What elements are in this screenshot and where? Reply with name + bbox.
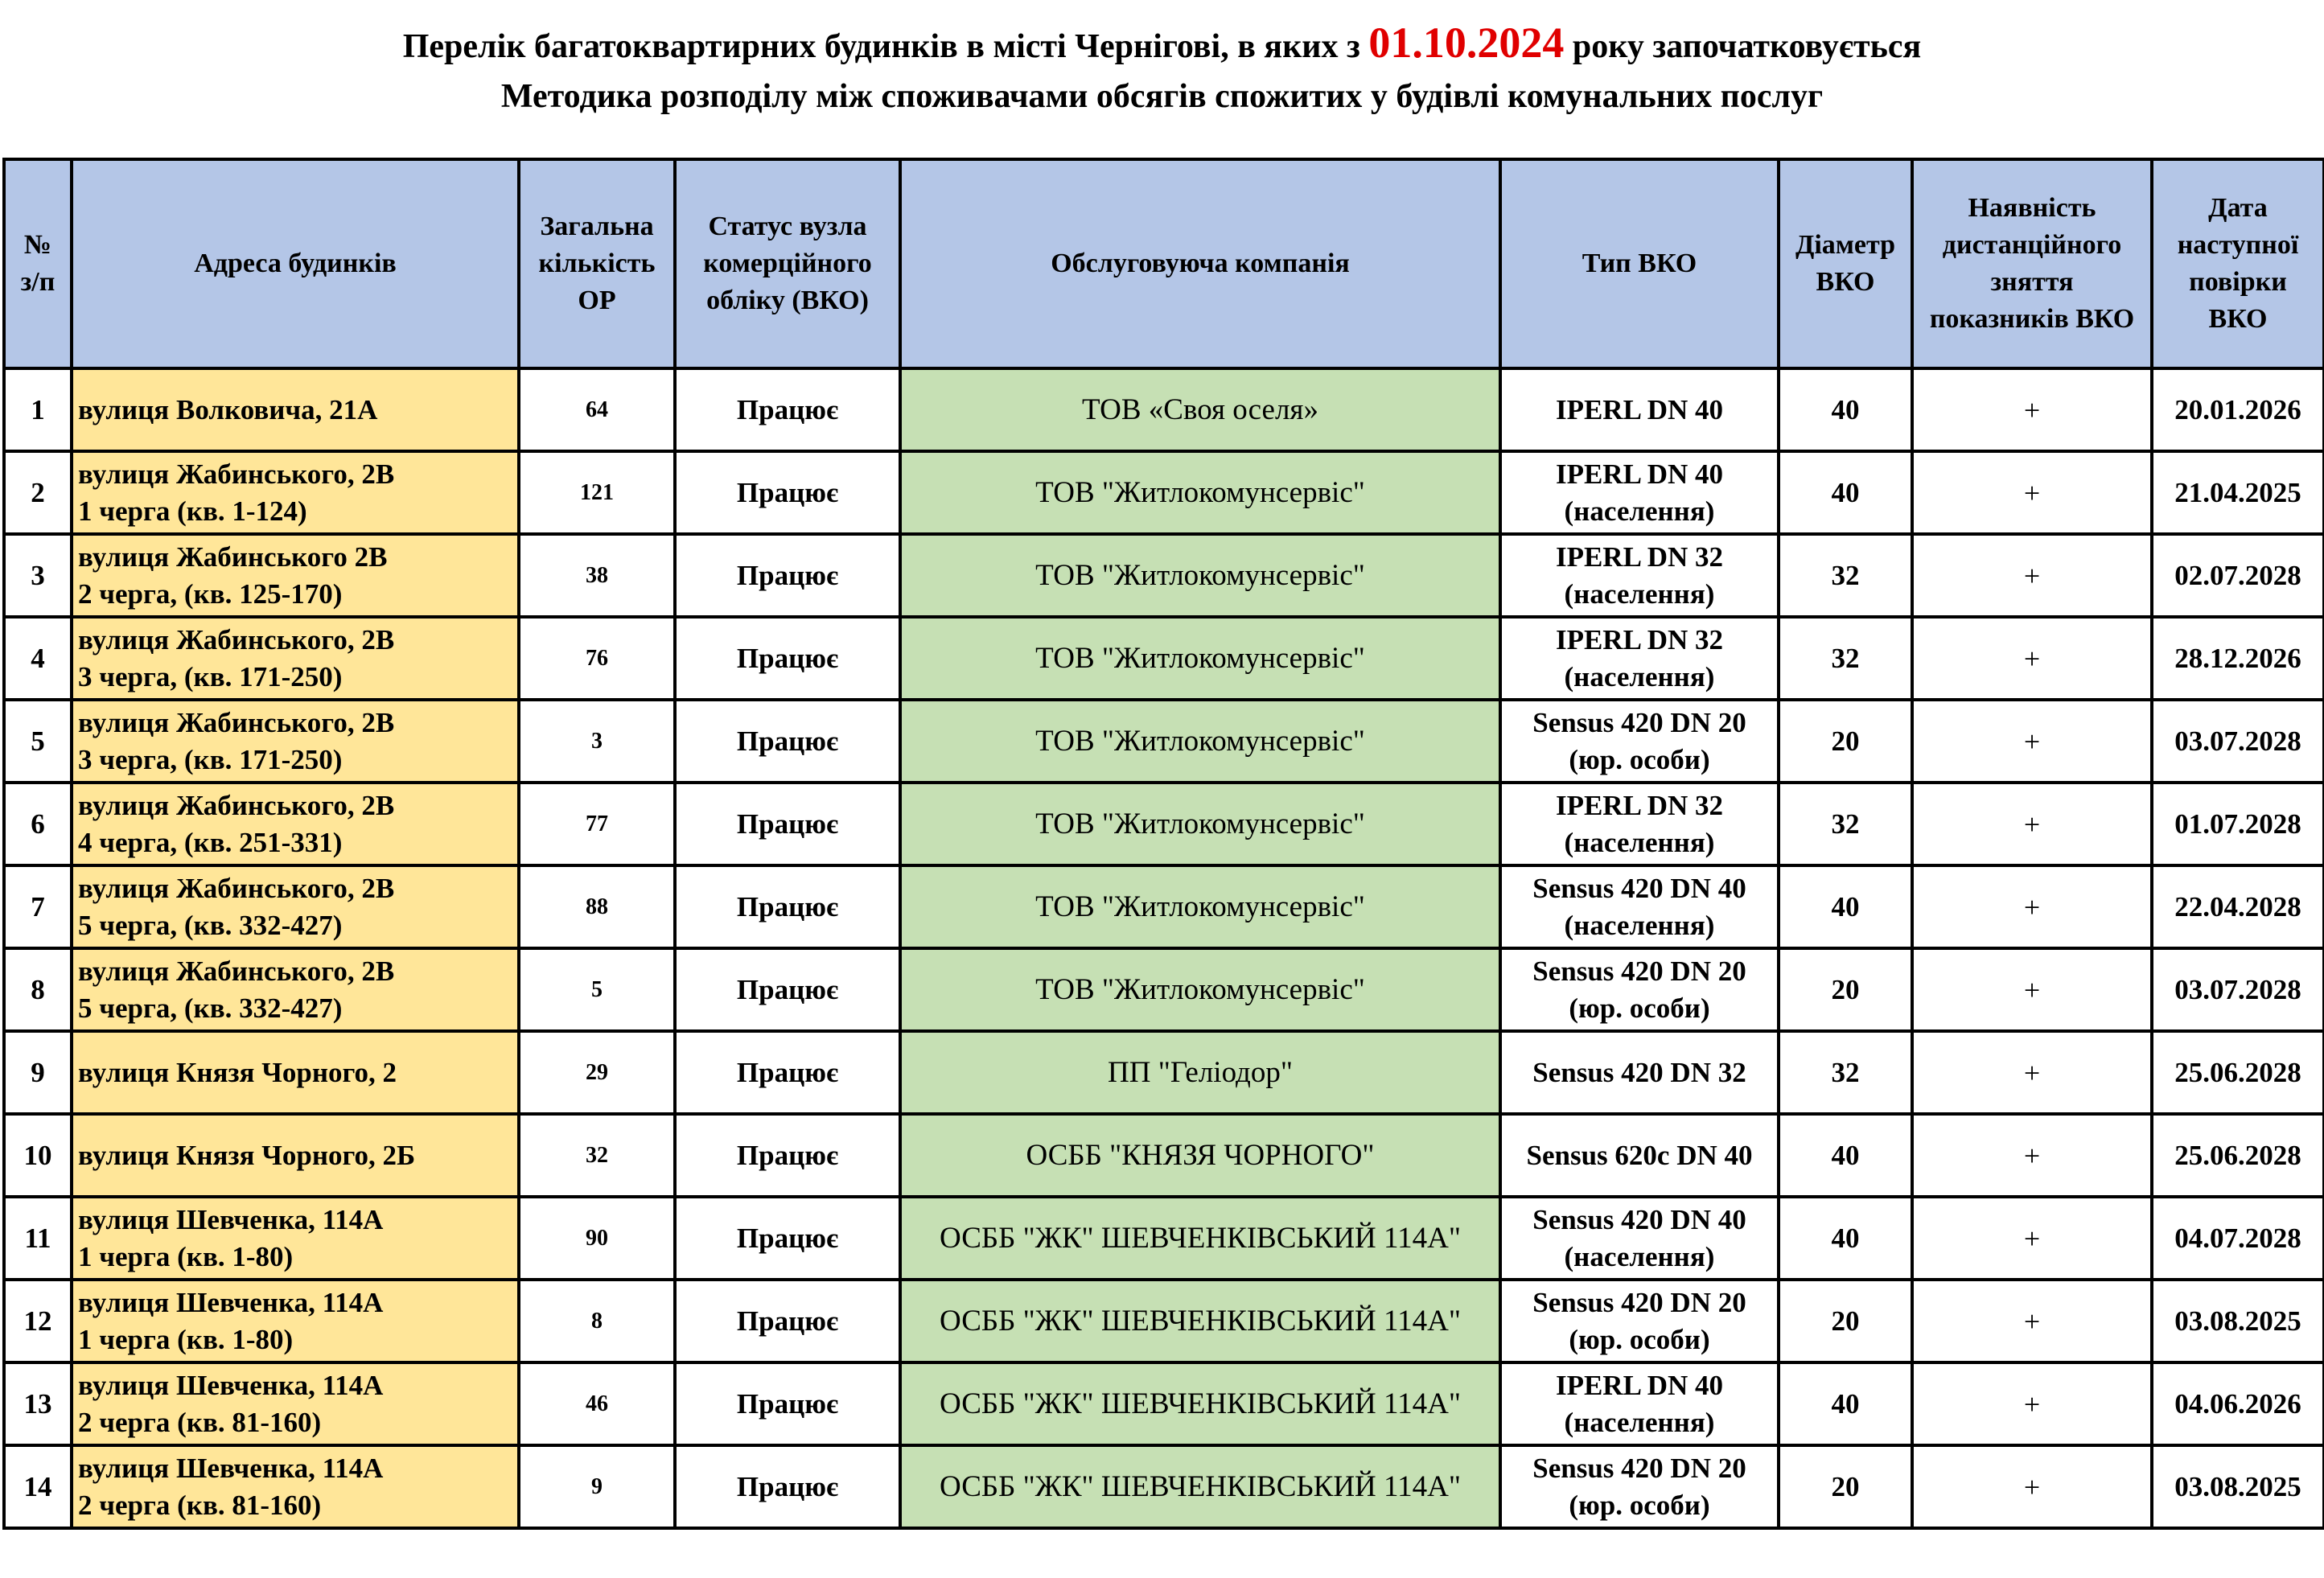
header-address-line: Адреса будинків [194, 249, 397, 278]
apartment-count: 46 [519, 1362, 675, 1445]
service-company: ТОВ «Своя оселя» [900, 368, 1500, 451]
header-num-line: № [23, 230, 52, 260]
address-line: вулиця Волковича, 21А [78, 393, 378, 425]
meter-type-line: (населення) [1564, 495, 1715, 527]
buildings-table [2, 158, 2324, 1530]
meter-type-cell [1500, 1114, 1779, 1197]
header-diameter-line: ВКО [1816, 267, 1875, 297]
service-company: ТОВ "Житлокомунсервіс" [900, 783, 1500, 865]
remote-reading-flag: + [1912, 1362, 2152, 1445]
address-line: вулиця Шевченка, 114А [78, 1452, 384, 1484]
meter-status: Працює [675, 1114, 900, 1197]
header-diameter [1779, 159, 1912, 368]
apartment-count: 90 [519, 1197, 675, 1280]
next-verification-date: 20.01.2026 [2152, 368, 2324, 451]
header-diameter-line: Діаметр [1795, 230, 1896, 260]
header-num-line: з/п [20, 267, 56, 297]
table-row [4, 1362, 2324, 1445]
meter-status: Працює [675, 700, 900, 783]
row-number: 14 [4, 1445, 72, 1528]
next-verification-date: 03.08.2025 [2152, 1445, 2324, 1528]
header-remote-line: зняття [1990, 267, 2074, 297]
meter-diameter: 40 [1779, 1114, 1912, 1197]
header-verify-line: повірки [2189, 267, 2287, 297]
meter-type-line: Sensus 620c DN 40 [1526, 1139, 1753, 1171]
address-line: вулиця Шевченка, 114А [78, 1203, 384, 1235]
meter-type-cell [1500, 451, 1779, 534]
row-number: 6 [4, 783, 72, 865]
table-row [4, 1280, 2324, 1362]
service-company: ТОВ "Житлокомунсервіс" [900, 617, 1500, 700]
row-number: 11 [4, 1197, 72, 1280]
service-company: ТОВ "Житлокомунсервіс" [900, 865, 1500, 948]
address-line: 1 черга (кв. 1-80) [78, 1240, 294, 1272]
meter-diameter: 40 [1779, 451, 1912, 534]
meter-status: Працює [675, 865, 900, 948]
service-company: ОСББ "ЖК" ШЕВЧЕНКІВСЬКИЙ 114А" [900, 1362, 1500, 1445]
service-company: ТОВ "Житлокомунсервіс" [900, 451, 1500, 534]
header-num [4, 159, 72, 368]
row-number: 5 [4, 700, 72, 783]
header-meter-type [1500, 159, 1779, 368]
next-verification-date: 28.12.2026 [2152, 617, 2324, 700]
meter-type-cell [1500, 1362, 1779, 1445]
header-status-line: Статус вузла [708, 212, 867, 241]
next-verification-date: 01.07.2028 [2152, 783, 2324, 865]
address-line: 2 черга (кв. 81-160) [78, 1489, 322, 1521]
header-count-line: ОР [578, 286, 616, 315]
meter-type-line: IPERL DN 40 [1555, 1369, 1724, 1401]
apartment-count: 9 [519, 1445, 675, 1528]
meter-type-line: (юр. особи) [1569, 1489, 1710, 1521]
header-verify-line: Дата [2208, 193, 2268, 223]
meter-type-cell [1500, 1197, 1779, 1280]
table-row [4, 783, 2324, 865]
meter-status: Працює [675, 783, 900, 865]
remote-reading-flag: + [1912, 1280, 2152, 1362]
header-meter-type-line: Тип ВКО [1582, 249, 1697, 278]
row-number: 8 [4, 948, 72, 1031]
meter-status: Працює [675, 368, 900, 451]
address-line: 3 черга, (кв. 171-250) [78, 660, 343, 692]
address-line: вулиця Жабинського 2В [78, 540, 388, 573]
address-line: вулиця Жабинського, 2В [78, 955, 395, 987]
meter-type-line: Sensus 420 DN 20 [1532, 1286, 1746, 1318]
header-remote [1912, 159, 2152, 368]
remote-reading-flag: + [1912, 1031, 2152, 1114]
meter-type-line: IPERL DN 32 [1555, 789, 1724, 821]
apartment-count: 76 [519, 617, 675, 700]
table-row [4, 1114, 2324, 1197]
meter-diameter: 20 [1779, 1445, 1912, 1528]
table-row [4, 948, 2324, 1031]
table-row [4, 1197, 2324, 1280]
service-company: ТОВ "Житлокомунсервіс" [900, 534, 1500, 617]
address-line: вулиця Жабинського, 2В [78, 458, 395, 490]
header-remote-line: показників ВКО [1929, 304, 2135, 334]
meter-status: Працює [675, 1280, 900, 1362]
address-cell [72, 783, 519, 865]
next-verification-date: 04.06.2026 [2152, 1362, 2324, 1445]
meter-type-cell [1500, 534, 1779, 617]
header-company-line: Обслуговуюча компанія [1051, 249, 1350, 278]
remote-reading-flag: + [1912, 1114, 2152, 1197]
address-line: вулиця Шевченка, 114А [78, 1286, 384, 1318]
table-row [4, 865, 2324, 948]
meter-status: Працює [675, 1445, 900, 1528]
address-line: 1 черга (кв. 1-80) [78, 1323, 294, 1355]
header-status-line: обліку (ВКО) [706, 286, 869, 315]
apartment-count: 32 [519, 1114, 675, 1197]
title-line-2: Методика розподілу між споживачами обсягів спожитих у будівлі комунальних послуг [500, 78, 1824, 115]
meter-status: Працює [675, 948, 900, 1031]
table-row [4, 1445, 2324, 1528]
table-row [4, 451, 2324, 534]
page-title [0, 18, 2324, 121]
next-verification-date: 25.06.2028 [2152, 1031, 2324, 1114]
apartment-count: 88 [519, 865, 675, 948]
meter-type-line: (населення) [1564, 577, 1715, 610]
row-number: 9 [4, 1031, 72, 1114]
header-status [675, 159, 900, 368]
meter-type-line: IPERL DN 32 [1555, 540, 1724, 573]
next-verification-date: 02.07.2028 [2152, 534, 2324, 617]
header-verify-line: наступної [2177, 230, 2299, 260]
meter-diameter: 20 [1779, 948, 1912, 1031]
apartment-count: 29 [519, 1031, 675, 1114]
service-company: ОСББ "ЖК" ШЕВЧЕНКІВСЬКИЙ 114А" [900, 1445, 1500, 1528]
remote-reading-flag: + [1912, 617, 2152, 700]
table-header-row [4, 159, 2324, 368]
header-count [519, 159, 675, 368]
meter-diameter: 40 [1779, 865, 1912, 948]
service-company: ОСББ "ЖК" ШЕВЧЕНКІВСЬКИЙ 114А" [900, 1197, 1500, 1280]
next-verification-date: 21.04.2025 [2152, 451, 2324, 534]
title-date: 01.10.2024 [1368, 18, 1565, 67]
table-row [4, 1031, 2324, 1114]
apartment-count: 121 [519, 451, 675, 534]
remote-reading-flag: + [1912, 534, 2152, 617]
title-line-1 [0, 18, 2324, 72]
address-line: 4 черга, (кв. 251-331) [78, 826, 343, 858]
meter-type-line: IPERL DN 32 [1555, 623, 1724, 655]
meter-type-cell [1500, 617, 1779, 700]
meter-type-line: Sensus 420 DN 40 [1532, 872, 1746, 904]
title-line-1-suffix: року започатковується [1564, 28, 1922, 65]
address-cell [72, 700, 519, 783]
service-company: ТОВ "Житлокомунсервіс" [900, 948, 1500, 1031]
meter-status: Працює [675, 451, 900, 534]
service-company: ТОВ "Житлокомунсервіс" [900, 700, 1500, 783]
meter-type-line: IPERL DN 40 [1555, 458, 1724, 490]
meter-type-line: Sensus 420 DN 20 [1532, 955, 1746, 987]
meter-status: Працює [675, 1362, 900, 1445]
address-cell [72, 451, 519, 534]
meter-type-line: (населення) [1564, 826, 1715, 858]
header-company [900, 159, 1500, 368]
meter-type-cell [1500, 368, 1779, 451]
meter-status: Працює [675, 534, 900, 617]
meter-type-line: Sensus 420 DN 40 [1532, 1203, 1746, 1235]
meter-diameter: 40 [1779, 1197, 1912, 1280]
meter-type-line: (населення) [1564, 909, 1715, 941]
address-cell [72, 617, 519, 700]
next-verification-date: 04.07.2028 [2152, 1197, 2324, 1280]
next-verification-date: 22.04.2028 [2152, 865, 2324, 948]
address-line: вулиця Князя Чорного, 2Б [78, 1139, 416, 1171]
meter-diameter: 32 [1779, 534, 1912, 617]
remote-reading-flag: + [1912, 1445, 2152, 1528]
header-count-line: Загальна [540, 212, 654, 241]
meter-status: Працює [675, 1031, 900, 1114]
meter-diameter: 32 [1779, 617, 1912, 700]
address-cell [72, 948, 519, 1031]
meter-type-line: (юр. особи) [1569, 992, 1710, 1024]
meter-type-line: (юр. особи) [1569, 1323, 1710, 1355]
row-number: 12 [4, 1280, 72, 1362]
meter-type-line: (юр. особи) [1569, 743, 1710, 775]
meter-type-line: Sensus 420 DN 20 [1532, 706, 1746, 738]
service-company: ОСББ "КНЯЗЯ ЧОРНОГО" [900, 1114, 1500, 1197]
remote-reading-flag: + [1912, 1197, 2152, 1280]
apartment-count: 38 [519, 534, 675, 617]
header-remote-line: Наявність [1968, 193, 2096, 223]
next-verification-date: 03.07.2028 [2152, 948, 2324, 1031]
header-verify-line: ВКО [2208, 304, 2268, 334]
remote-reading-flag: + [1912, 368, 2152, 451]
row-number: 4 [4, 617, 72, 700]
address-line: вулиця Жабинського, 2В [78, 872, 395, 904]
remote-reading-flag: + [1912, 865, 2152, 948]
address-cell [72, 368, 519, 451]
address-line: 2 черга (кв. 81-160) [78, 1406, 322, 1438]
meter-type-line: (населення) [1564, 1240, 1715, 1272]
title-line-1-prefix: Перелік багатоквартирних будинків в місті Чернігові, в яких з [402, 28, 1369, 65]
meter-type-line: Sensus 420 DN 20 [1532, 1452, 1746, 1484]
address-cell [72, 1031, 519, 1114]
address-line: 2 черга, (кв. 125-170) [78, 577, 343, 610]
address-line: вулиця Шевченка, 114А [78, 1369, 384, 1401]
address-line: 5 черга, (кв. 332-427) [78, 992, 343, 1024]
next-verification-date: 03.08.2025 [2152, 1280, 2324, 1362]
service-company: ОСББ "ЖК" ШЕВЧЕНКІВСЬКИЙ 114А" [900, 1280, 1500, 1362]
remote-reading-flag: + [1912, 783, 2152, 865]
table-row [4, 534, 2324, 617]
address-cell [72, 1114, 519, 1197]
table-row [4, 700, 2324, 783]
address-line: 3 черга, (кв. 171-250) [78, 743, 343, 775]
meter-type-line: (населення) [1564, 660, 1715, 692]
meter-type-line: Sensus 420 DN 32 [1532, 1056, 1746, 1088]
apartment-count: 64 [519, 368, 675, 451]
address-cell [72, 1362, 519, 1445]
meter-type-cell [1500, 865, 1779, 948]
address-line: вулиця Жабинського, 2В [78, 706, 395, 738]
address-cell [72, 1280, 519, 1362]
apartment-count: 5 [519, 948, 675, 1031]
meter-type-cell [1500, 948, 1779, 1031]
address-cell [72, 865, 519, 948]
address-line: 5 черга, (кв. 332-427) [78, 909, 343, 941]
header-count-line: кількість [538, 249, 656, 278]
remote-reading-flag: + [1912, 451, 2152, 534]
address-cell [72, 534, 519, 617]
meter-diameter: 20 [1779, 700, 1912, 783]
address-cell [72, 1445, 519, 1528]
header-verify-date [2152, 159, 2324, 368]
next-verification-date: 03.07.2028 [2152, 700, 2324, 783]
meter-status: Працює [675, 617, 900, 700]
meter-type-cell [1500, 1445, 1779, 1528]
meter-type-cell [1500, 783, 1779, 865]
remote-reading-flag: + [1912, 700, 2152, 783]
table-body [4, 368, 2324, 1528]
meter-diameter: 20 [1779, 1280, 1912, 1362]
remote-reading-flag: + [1912, 948, 2152, 1031]
service-company: ПП "Геліодор" [900, 1031, 1500, 1114]
row-number: 2 [4, 451, 72, 534]
meter-type-line: (населення) [1564, 1406, 1715, 1438]
address-line: вулиця Князя Чорного, 2 [78, 1056, 397, 1088]
meter-diameter: 32 [1779, 1031, 1912, 1114]
header-status-line: комерційного [703, 249, 872, 278]
header-remote-line: дистанційного [1942, 230, 2122, 260]
row-number: 3 [4, 534, 72, 617]
row-number: 1 [4, 368, 72, 451]
apartment-count: 3 [519, 700, 675, 783]
table-row [4, 368, 2324, 451]
address-line: 1 черга (кв. 1-124) [78, 495, 307, 527]
meter-type-cell [1500, 700, 1779, 783]
address-line: вулиця Жабинського, 2В [78, 623, 395, 655]
address-cell [72, 1197, 519, 1280]
header-address [72, 159, 519, 368]
table-row [4, 617, 2324, 700]
apartment-count: 77 [519, 783, 675, 865]
next-verification-date: 25.06.2028 [2152, 1114, 2324, 1197]
meter-type-cell [1500, 1031, 1779, 1114]
meter-type-cell [1500, 1280, 1779, 1362]
row-number: 10 [4, 1114, 72, 1197]
meter-diameter: 32 [1779, 783, 1912, 865]
address-line: вулиця Жабинського, 2В [78, 789, 395, 821]
row-number: 13 [4, 1362, 72, 1445]
meter-type-line: IPERL DN 40 [1555, 393, 1724, 425]
apartment-count: 8 [519, 1280, 675, 1362]
meter-diameter: 40 [1779, 368, 1912, 451]
meter-status: Працює [675, 1197, 900, 1280]
row-number: 7 [4, 865, 72, 948]
meter-diameter: 40 [1779, 1362, 1912, 1445]
